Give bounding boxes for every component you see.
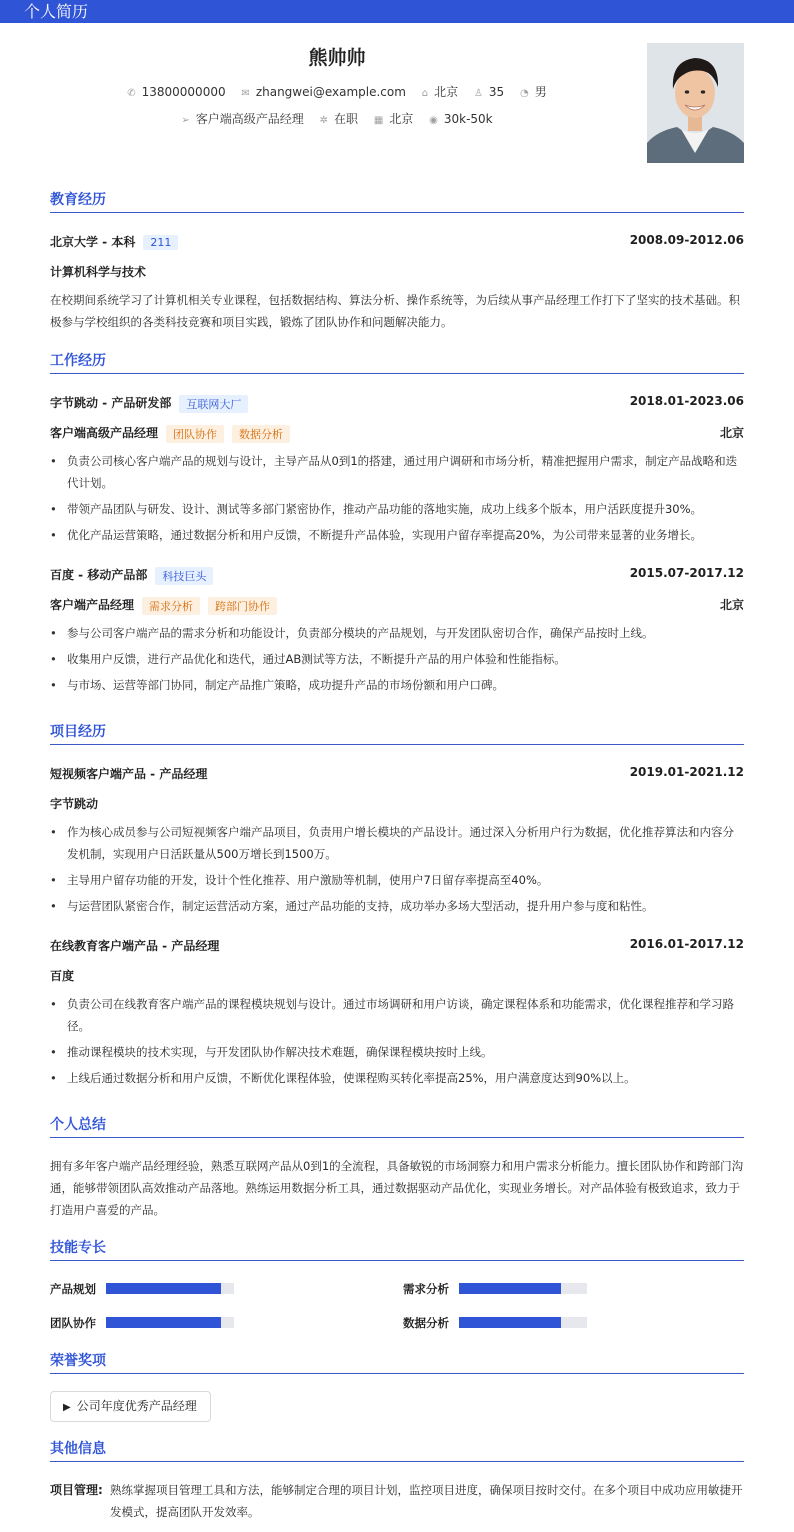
age-item <box>474 85 504 99</box>
list-item: • 收集用户反馈，进行产品优化和迭代，通过AB测试等方法，不断提升产品的用户体验和性能指标。 <box>50 648 744 670</box>
gender-value: 男 <box>534 85 547 99</box>
skill-bar-fill <box>459 1317 561 1328</box>
list-item: • 上线后通过数据分析和用户反馈，不断优化课程体验，使课程购买转化率提高25%，用户满意度达到90%以上。 <box>50 1067 744 1089</box>
other-text: 熟练掌握项目管理工具和方法，能够制定合理的项目计划，监控项目进度，确保项目按时交付。在多个项目中成功应用敏捷开发模式，提高团队开发效率。 <box>110 1483 743 1519</box>
send-icon: ➢ <box>181 115 190 126</box>
education-school-name: 北京大学 - 本科 <box>50 235 136 249</box>
status-value: 在职 <box>333 112 358 126</box>
skill-bar-track <box>459 1283 587 1294</box>
work-city-2: 北京 <box>719 598 744 612</box>
job-city-item <box>374 110 413 127</box>
salary-item <box>429 112 493 126</box>
education-tag: 211 <box>143 235 178 250</box>
phone-item <box>127 85 225 99</box>
work-company-1 <box>50 394 248 413</box>
section-projects <box>50 723 744 745</box>
top-banner <box>0 0 794 23</box>
list-item: • 与市场、运营等部门协同，制定产品推广策略，成功提升产品的市场份额和用户口碑。 <box>50 674 744 696</box>
skill-bar-fill <box>459 1283 561 1294</box>
work-bullets-1 <box>50 450 744 550</box>
project-company-2: 百度 <box>50 969 75 983</box>
education-major: 计算机科学与技术 <box>50 265 147 279</box>
play-triangle-icon: ▶ <box>63 1402 71 1413</box>
salary-value: 30k-50k <box>443 112 493 126</box>
skill-bar-fill <box>106 1283 221 1294</box>
job-city-value: 北京 <box>389 112 414 126</box>
section-summary-title: 个人总结 <box>50 1117 106 1133</box>
section-work <box>50 352 744 374</box>
work-skill-tag: 需求分析 <box>142 597 200 615</box>
status-item <box>320 110 358 127</box>
section-skills-title: 技能专长 <box>50 1240 106 1256</box>
building-icon: ▦ <box>373 115 384 126</box>
education-description: 在校期间系统学习了计算机相关专业课程，包括数据结构、算法分析、操作系统等，为后续从事产品经理工作打下了坚实的技术基础。积极参与学校组织的各类科技竞赛和项目实践，锻炼了团队协作和问题解决能力。 <box>50 293 740 329</box>
summary-text: 拥有多年客户端产品经理经验，熟悉互联网产品从0到1的全流程，具备敏锐的市场洞察力和用户需求分析能力。擅长团队协作和跨部门沟通，能够带领团队高效推动产品落地。熟练运用数据分析工具，通过数据驱动产品优化，实现业务增长。对产品体验有极致追求，致力于打造用户喜爱的产品。 <box>50 1159 744 1217</box>
section-other-title: 其他信息 <box>50 1441 106 1457</box>
mail-icon: ✉ <box>241 88 250 99</box>
list-item: • 主导用户留存功能的开发，设计个性化推荐、用户激励等机制，使用户7日留存率提高至40%。 <box>50 869 744 891</box>
list-item: • 负责公司在线教育客户端产品的课程模块规划与设计。通过市场调研和用户访谈，确定课程体系和功能需求，优化课程推荐和学习路径。 <box>50 993 744 1037</box>
work-skill-tag: 数据分析 <box>232 425 290 443</box>
section-skills <box>50 1239 744 1261</box>
money-icon: ◉ <box>429 115 438 126</box>
work-company-name: 字节跳动 - 产品研发部 <box>50 396 172 410</box>
email-item <box>241 85 406 99</box>
other-label: 项目管理: <box>50 1483 103 1497</box>
project-bullets-2 <box>50 993 744 1093</box>
work-company-tag: 科技巨头 <box>155 567 213 585</box>
skill-label: 数据分析 <box>403 1316 449 1330</box>
work-role-1 <box>50 424 290 443</box>
section-other <box>50 1440 744 1462</box>
work-role-2 <box>50 596 277 615</box>
work-city-1: 北京 <box>719 426 744 440</box>
skill-label: 需求分析 <box>403 1282 449 1296</box>
section-work-title: 工作经历 <box>50 353 106 369</box>
list-item: • 推动课程模块的技术实现，与开发团队协作解决技术难题，确保课程模块按时上线。 <box>50 1041 744 1063</box>
list-item: • 与运营团队紧密合作，制定运营活动方案，通过产品功能的支持，成功举办多场大型活动，提升用户参与度和粘性。 <box>50 895 744 917</box>
project-date-1: 2019.01-2021.12 <box>629 765 744 779</box>
project-bullets-1 <box>50 821 744 921</box>
section-honors-title: 荣誉奖项 <box>50 1353 106 1369</box>
honor-label: 公司年度优秀产品经理 <box>76 1399 197 1413</box>
gender-icon: ◔ <box>520 88 529 99</box>
candidate-name: 熊帅帅 <box>308 47 366 69</box>
skill-label: 产品规划 <box>50 1282 96 1296</box>
project-name-1: 短视频客户端产品 - 产品经理 <box>50 767 208 781</box>
profile-header <box>0 23 794 173</box>
list-item: • 参与公司客户端产品的需求分析和功能设计，负责部分模块的产品规划，与开发团队密切合作，确保产品按时上线。 <box>50 622 744 644</box>
work-bullets-2 <box>50 622 744 700</box>
phone-icon: ✆ <box>127 88 136 99</box>
list-item: • 负责公司核心客户端产品的规划与设计，主导产品从0到1的搭建，通过用户调研和市场分析，精准把握用户需求，制定产品战略和迭代计划。 <box>50 450 744 494</box>
work-skill-tag: 团队协作 <box>166 425 224 443</box>
work-company-tag: 互联网大厂 <box>179 395 248 413</box>
skill-bar-track <box>106 1317 234 1328</box>
skill-bar-track <box>106 1283 234 1294</box>
contact-row <box>0 83 674 100</box>
education-date: 2008.09-2012.06 <box>629 233 744 247</box>
list-item: • 带领产品团队与研发、设计、测试等多部门紧密协作，推动产品功能的落地实施，成功上线多个版本，用户活跃度提升30%。 <box>50 498 744 520</box>
project-name-2: 在线教育客户端产品 - 产品经理 <box>50 939 220 953</box>
job-item <box>181 110 303 127</box>
gender-item <box>520 83 547 100</box>
section-education-title: 教育经历 <box>50 192 106 208</box>
age-icon: ♙ <box>473 88 483 99</box>
work-role-title: 客户端高级产品经理 <box>50 426 159 440</box>
city-item <box>422 83 458 100</box>
honor-item[interactable] <box>50 1391 211 1422</box>
skill-label: 团队协作 <box>50 1316 96 1330</box>
list-item: • 优化产品运营策略，通过数据分析和用户反馈，不断提升产品体验，实现用户留存率提高20%，为公司带来显著的业务增长。 <box>50 524 744 546</box>
work-company-name: 百度 - 移动产品部 <box>50 568 148 582</box>
work-company-2 <box>50 566 213 585</box>
education-school <box>50 233 178 250</box>
avatar-photo <box>647 43 744 163</box>
section-summary <box>50 1116 744 1138</box>
skill-bar-fill <box>106 1317 221 1328</box>
age-value: 35 <box>488 85 505 99</box>
job-row <box>0 110 674 127</box>
job-value: 客户端高级产品经理 <box>195 112 304 126</box>
project-company-1: 字节跳动 <box>50 797 99 811</box>
list-item: • 作为核心成员参与公司短视频客户端产品项目，负责用户增长模块的产品设计。通过深入分析用户行为数据，优化推荐算法和内容分发机制，实现用户日活跃量从500万增长到1500万。 <box>50 821 744 865</box>
city-value: 北京 <box>434 85 459 99</box>
home-icon: ⌂ <box>421 88 429 99</box>
work-skill-tag: 跨部门协作 <box>208 597 277 615</box>
avatar-illustration <box>647 43 744 163</box>
email-value: zhangwei@example.com <box>255 85 406 99</box>
section-education <box>50 191 744 213</box>
work-date-2: 2015.07-2017.12 <box>629 566 744 580</box>
project-date-2: 2016.01-2017.12 <box>629 937 744 951</box>
section-honors <box>50 1352 744 1374</box>
skill-bar-track <box>459 1317 587 1328</box>
work-date-1: 2018.01-2023.06 <box>629 394 744 408</box>
phone-value: 13800000000 <box>141 85 226 99</box>
banner-title: 个人简历 <box>24 2 89 21</box>
section-projects-title: 项目经历 <box>50 724 106 740</box>
gear-icon: ✲ <box>319 115 328 126</box>
work-role-title: 客户端产品经理 <box>50 598 135 612</box>
